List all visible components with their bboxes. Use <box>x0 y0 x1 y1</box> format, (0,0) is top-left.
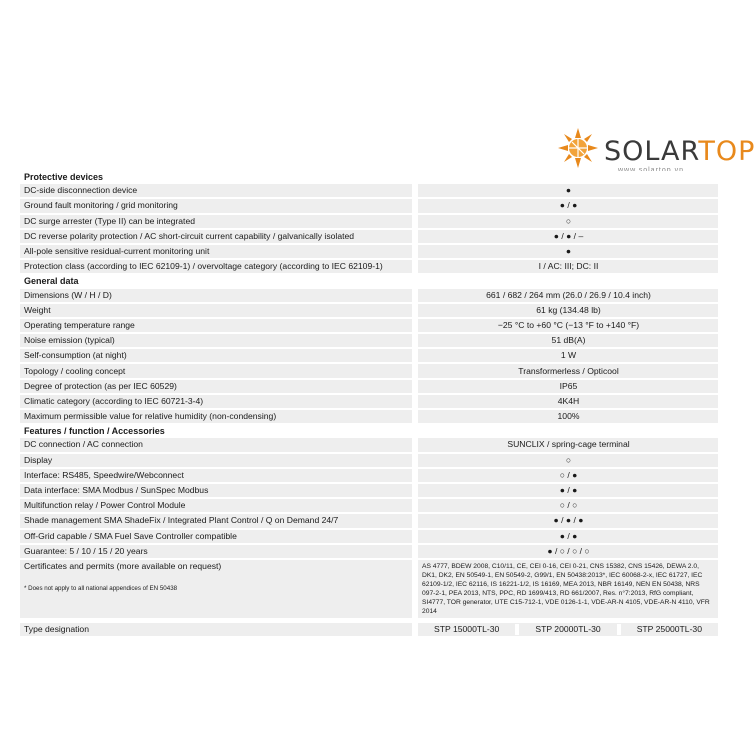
certificates-cell <box>20 560 412 618</box>
spec-row <box>20 215 718 230</box>
spec-row <box>20 545 718 560</box>
certificates-value: AS 4777, BDEW 2008, C10/11, CE, CEI 0-16, CEI 0-21, CNS 15382, CNS 15426, DEWA 2.0, DK1, DK2, EN 50549-1, EN 50549-2, G99/1, EN 50438:2013*, IEC 60068-2-x, IEC 61727, IEC 62109-1/2, IEC 62116, IS 16221-1/2, IS 16169, MEA 2013, NBR 16149, NEN EN 50438, NRS 097-2-1, PEA 2013, NTS, PPC, RD 1699/413, RD 661/2007, Res. n°7:2013, RfG compliant, SI4777, TOR generator, UTE C15-712-1, VDE 0126-1-1, VDE-AR-N 4105, VDE-AR-N 4110, VFR 2014 <box>412 560 718 618</box>
spec-label: Weight <box>20 304 412 319</box>
spec-label: Maximum permissible value for relative humidity (non-condensing) <box>20 410 412 425</box>
spec-row <box>20 395 718 410</box>
spec-row <box>20 260 718 275</box>
spec-label: Ground fault monitoring / grid monitoring <box>20 199 412 214</box>
spec-label: All-pole sensitive residual-current monitoring unit <box>20 245 412 260</box>
spec-row <box>20 364 718 379</box>
spec-value: ● / ● <box>412 530 718 545</box>
spec-label: Dimensions (W / H / D) <box>20 289 412 304</box>
spec-label: Degree of protection (as per IEC 60529) <box>20 380 412 395</box>
spec-value: 51 dB(A) <box>412 334 718 349</box>
spec-row <box>20 199 718 214</box>
spec-row <box>20 514 718 529</box>
spec-row <box>20 530 718 545</box>
spec-value: 661 / 682 / 264 mm (26.0 / 26.9 / 10.4 inch) <box>412 289 718 304</box>
spec-label: DC surge arrester (Type II) can be integrated <box>20 215 412 230</box>
spec-label: Off-Grid capable / SMA Fuel Save Controller compatible <box>20 530 412 545</box>
spec-value: ○ <box>412 215 718 230</box>
spec-value: −25 °C to +60 °C (−13 °F to +140 °F) <box>412 319 718 334</box>
spec-value: ● <box>412 245 718 260</box>
spec-label: Guarantee: 5 / 10 / 15 / 20 years <box>20 545 412 560</box>
spec-row <box>20 184 718 199</box>
certificates-label: Certificates and permits (more available on request) <box>24 560 222 571</box>
brand-name: SOLARTOP <box>604 136 755 167</box>
spec-value: Transformerless / Opticool <box>412 364 718 379</box>
spec-row <box>20 499 718 514</box>
spec-label: Operating temperature range <box>20 319 412 334</box>
spec-value: I / AC: III; DC: II <box>412 260 718 275</box>
spec-row <box>20 410 718 425</box>
spec-row <box>20 334 718 349</box>
spec-table <box>20 171 718 636</box>
spec-row <box>20 289 718 304</box>
spec-value: ● / ● / – <box>412 230 718 245</box>
spec-value: ○ / ● <box>412 469 718 484</box>
spec-row <box>20 380 718 395</box>
footnote: * Does not apply to all national appendices of EN 50438 <box>24 584 178 592</box>
section-header <box>20 171 718 184</box>
spec-value: 100% <box>412 410 718 425</box>
model-name: STP 15000TL-30 <box>418 624 515 635</box>
spec-value: ● <box>412 184 718 199</box>
spec-label: Interface: RS485, Speedwire/Webconnect <box>20 469 412 484</box>
spec-value: IP65 <box>412 380 718 395</box>
spec-row <box>20 349 718 364</box>
spec-value: 4K4H <box>412 395 718 410</box>
spec-value: ● / ● / ● <box>412 514 718 529</box>
spec-row <box>20 484 718 499</box>
spec-value: ○ / ○ <box>412 499 718 514</box>
spec-label: Noise emission (typical) <box>20 334 412 349</box>
spec-row <box>20 230 718 245</box>
spec-label: Climatic category (according to IEC 60721-3-4) <box>20 395 412 410</box>
spec-label: DC reverse polarity protection / AC short-circuit current capability / galvanically isolated <box>20 230 412 245</box>
spec-row <box>20 304 718 319</box>
spec-label: Data interface: SMA Modbus / SunSpec Modbus <box>20 484 412 499</box>
type-designation-row <box>20 618 718 636</box>
spec-label: Topology / cooling concept <box>20 364 412 379</box>
spec-label: DC connection / AC connection <box>20 438 412 453</box>
spec-label: Display <box>20 454 412 469</box>
spec-label: Self-consumption (at night) <box>20 349 412 364</box>
section-title: Features / function / Accessories <box>20 425 718 438</box>
type-designation-models <box>412 618 718 636</box>
spec-row <box>20 245 718 260</box>
spec-value: SUNCLIX / spring-cage terminal <box>412 438 718 453</box>
spec-value: ● / ○ / ○ / ○ <box>412 545 718 560</box>
type-designation-label: Type designation <box>20 618 412 636</box>
section-header <box>20 275 718 288</box>
spec-value: 1 W <box>412 349 718 364</box>
sun-logo-icon <box>556 126 600 170</box>
spec-label: Multifunction relay / Power Control Module <box>20 499 412 514</box>
section-header <box>20 425 718 438</box>
spec-value: ● / ● <box>412 484 718 499</box>
spec-label: DC-side disconnection device <box>20 184 412 199</box>
spec-row <box>20 454 718 469</box>
section-title: Protective devices <box>20 171 718 184</box>
spec-row <box>20 319 718 334</box>
spec-value: ● / ● <box>412 199 718 214</box>
spec-value: ○ <box>412 454 718 469</box>
model-name: STP 20000TL-30 <box>515 624 616 635</box>
model-name: STP 25000TL-30 <box>617 624 718 635</box>
spec-label: Protection class (according to IEC 62109-1) / overvoltage category (according to IEC 62109-1) <box>20 260 412 275</box>
section-title: General data <box>20 275 718 288</box>
spec-label: Shade management SMA ShadeFix / Integrated Plant Control / Q on Demand 24/7 <box>20 514 412 529</box>
certificates-row <box>20 560 718 618</box>
spec-row <box>20 469 718 484</box>
spec-row <box>20 438 718 453</box>
spec-value: 61 kg (134.48 lb) <box>412 304 718 319</box>
